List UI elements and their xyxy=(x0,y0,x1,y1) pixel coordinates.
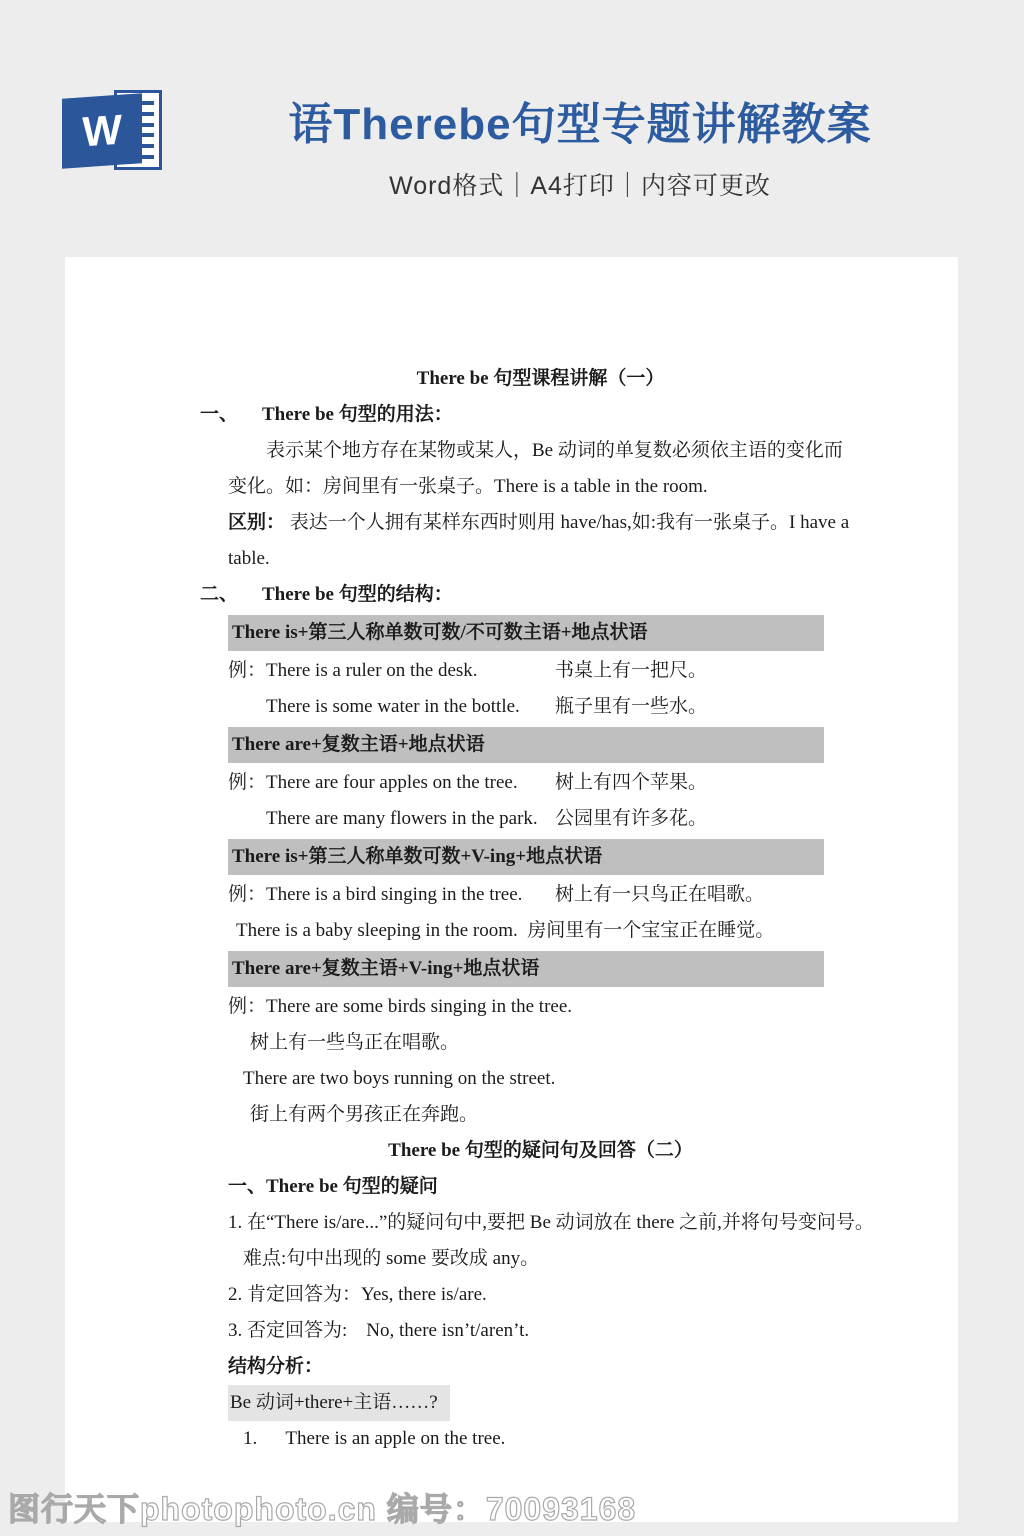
word-icon xyxy=(62,88,162,174)
example-row: 街上有两个男孩正在奔跑。 xyxy=(250,1104,479,1125)
example-english: There are many flowers in the park. xyxy=(266,808,538,829)
structure-bar-1: There is+第三人称单数可数/不可数主语+地点状语 xyxy=(228,615,824,651)
rule-line: 3. 否定回答为: No, there isn’t/aren’t. xyxy=(228,1320,530,1341)
example-row: 1. There is an apple on the tree. xyxy=(243,1428,506,1449)
page-subtitle: Word格式｜A4打印｜内容可更改 xyxy=(389,172,771,200)
example-english: There is some water in the bottle. xyxy=(266,696,520,717)
rule-line: 难点:句中出现的 some 要改成 any。 xyxy=(243,1248,540,1269)
structure-bar-2: There are+复数主语+地点状语 xyxy=(228,727,824,763)
example-row xyxy=(228,653,853,689)
example-row xyxy=(228,765,853,801)
example-chinese: 公园里有许多花。 xyxy=(555,808,708,829)
structure-bar-4: There are+复数主语+V-ing+地点状语 xyxy=(228,951,824,987)
example-row: 树上有一些鸟正在唱歌。 xyxy=(250,1032,460,1053)
heading-text: There be 句型的结构： xyxy=(262,584,453,605)
example-chinese: 书桌上有一把尺。 xyxy=(555,660,708,681)
example-row: There is a baby sleeping in the room. 房间里有一个宝宝正在睡觉。 xyxy=(236,920,775,941)
example-row xyxy=(228,801,853,837)
highlight-formula: Be 动词+there+主语……? xyxy=(228,1385,450,1421)
rule-line: 2. 肯定回答为：Yes, there is/are. xyxy=(228,1284,487,1305)
watermark: 图行天下photophoto.cn 编号：70093168 xyxy=(8,1491,637,1527)
heading-number: 二、 xyxy=(200,584,239,605)
example-row: 例：There are some birds singing in the tree. xyxy=(228,996,573,1017)
example-row xyxy=(228,877,853,913)
difference-text: 表达一个人拥有某样东西时则用 have/has,如:我有一张桌子。I have a table. xyxy=(228,512,850,569)
word-icon-letter: W xyxy=(82,105,122,156)
heading-analysis: 结构分析： xyxy=(228,1356,324,1377)
example-chinese: 瓶子里有一些水。 xyxy=(555,696,708,717)
example-english: 例：There is a ruler on the desk. xyxy=(228,660,478,681)
example-chinese: 树上有一只鸟正在唱歌。 xyxy=(555,884,765,905)
difference-label: 区别： xyxy=(228,512,286,533)
document-content xyxy=(65,257,958,1457)
page-title: 语Therebe句型专题讲解教案 xyxy=(288,100,872,149)
example-english: 例：There are four apples on the tree. xyxy=(228,772,518,793)
header-text xyxy=(160,0,1000,230)
doc-title-2: There be 句型的疑问句及回答（二） xyxy=(388,1140,693,1161)
heading-structure xyxy=(200,577,853,613)
highlight-row xyxy=(228,1385,853,1421)
doc-title-1: There be 句型课程讲解（一） xyxy=(416,368,665,389)
document-page xyxy=(65,257,958,1522)
paragraph-difference xyxy=(228,505,860,577)
example-row: There are two boys running on the street. xyxy=(243,1068,556,1089)
paragraph-usage: 表示某个地方存在某物或某人，Be 动词的单复数必须依主语的变化而变化。如：房间里有一张桌子。There is a table in the room. xyxy=(228,440,843,497)
heading-usage xyxy=(200,397,853,433)
example-chinese: 树上有四个苹果。 xyxy=(555,772,708,793)
heading-number: 一、 xyxy=(200,404,239,425)
heading-question: 一、There be 句型的疑问 xyxy=(228,1176,438,1197)
rule-line: 1. 在“There is/are...”的疑问句中,要把 Be 动词放在 there 之前,并将句号变问号。 xyxy=(228,1212,874,1233)
example-english: 例：There is a bird singing in the tree. xyxy=(228,884,523,905)
header xyxy=(0,0,1024,230)
word-icon-plate xyxy=(62,93,142,169)
heading-text: There be 句型的用法： xyxy=(262,404,453,425)
structure-bar-3: There is+第三人称单数可数+V-ing+地点状语 xyxy=(228,839,824,875)
example-row xyxy=(228,689,853,725)
